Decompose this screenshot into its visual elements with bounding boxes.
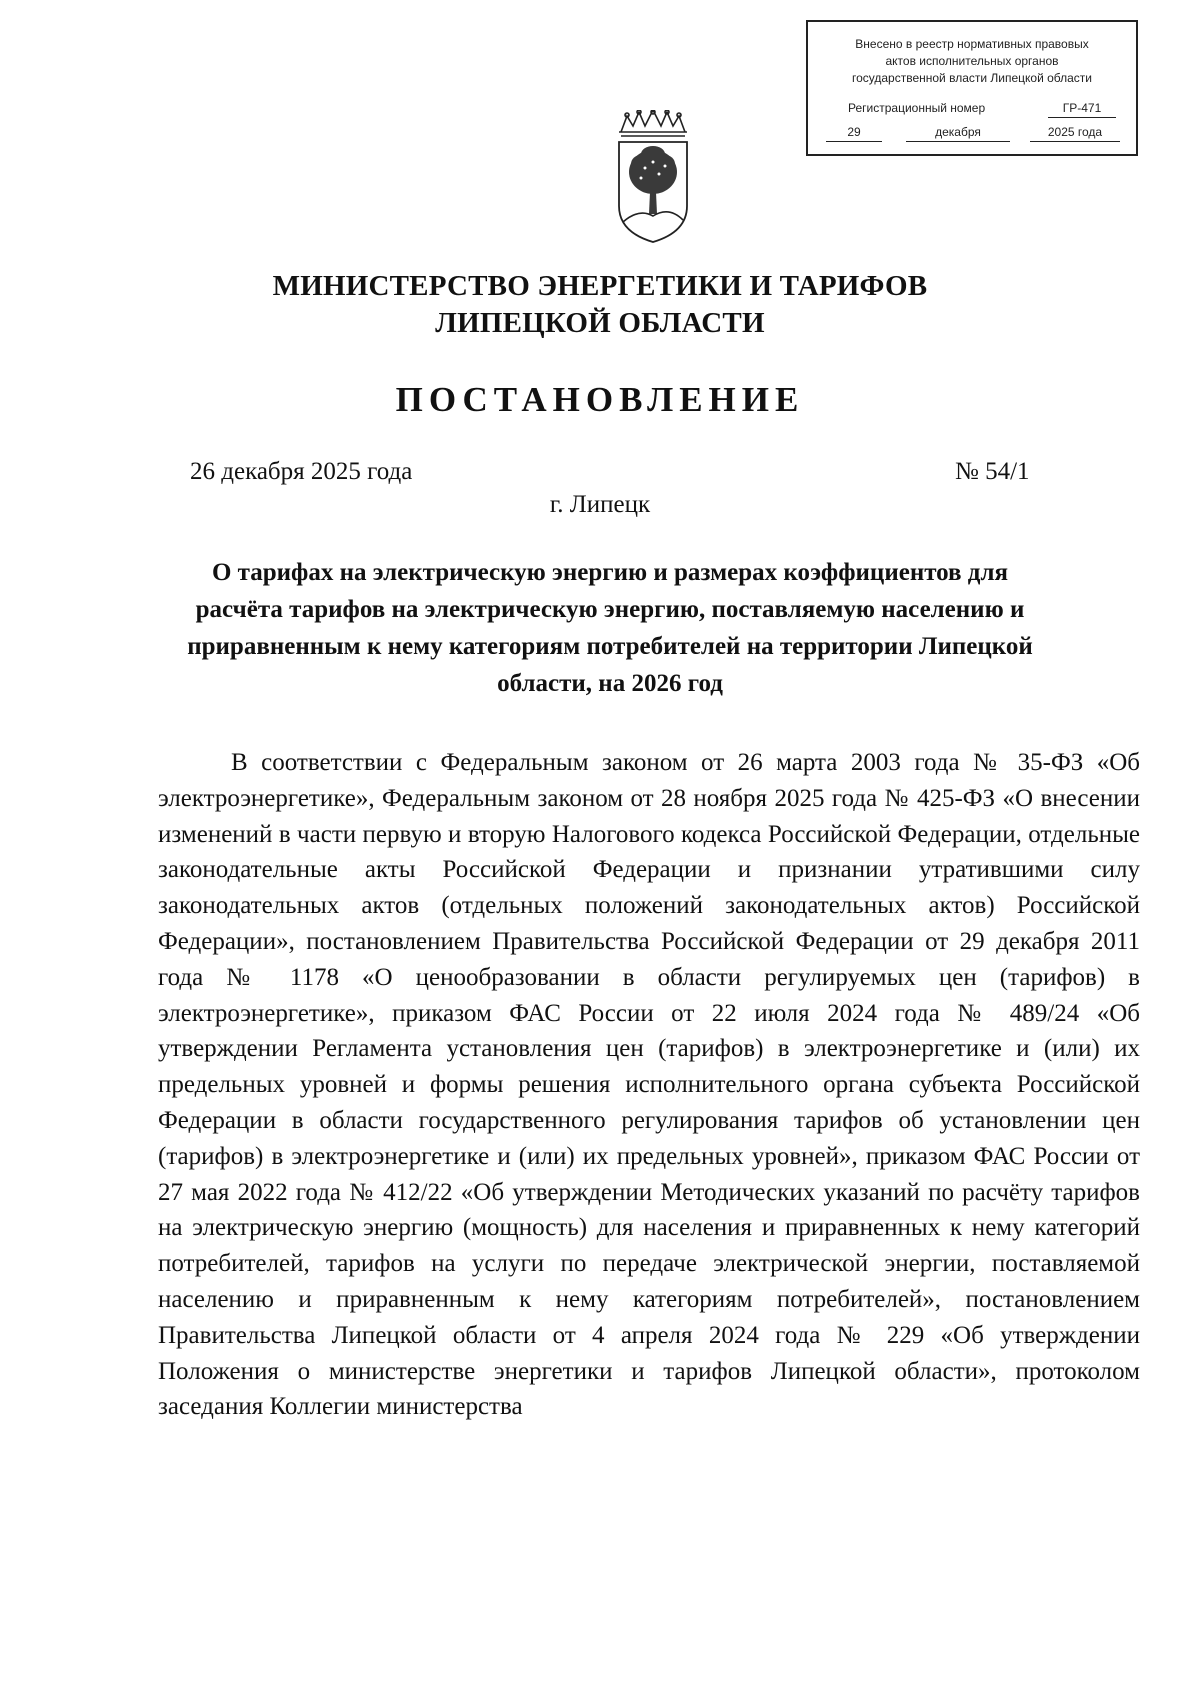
stamp-date-month: декабря bbox=[906, 124, 1010, 142]
ministry-name bbox=[0, 268, 1200, 342]
stamp-reg-label: Регистрационный номер bbox=[848, 101, 986, 115]
registry-stamp bbox=[806, 20, 1138, 156]
ministry-name-line-1: МИНИСТЕРСТВО ЭНЕРГЕТИКИ И ТАРИФОВ bbox=[272, 270, 928, 302]
stamp-reg-number: ГР-471 bbox=[1048, 100, 1116, 118]
stamp-date-day: 29 bbox=[826, 124, 882, 142]
document-title: О тарифах на электрическую энергию и размерах коэффициентов для расчёта тарифов на электрическую энергию, поставляемую населению и приравненным к нему категориям потребителей на территории Липецкой области, на 2026 год bbox=[187, 559, 1033, 697]
document-type: ПОСТАНОВЛЕНИЕ bbox=[395, 380, 805, 419]
stamp-line-1: Внесено в реестр нормативных правовых bbox=[855, 37, 1089, 51]
document-body: В соответствии с Федеральным законом от 26 марта 2003 года № 35-ФЗ «Об электроэнергетике», Федеральным законом от 28 ноября 2025 года № 425-ФЗ «О внесении изменений в части первую и вторую Налогового кодекса Российской Федерации, отдельные законодательные акты Российской Федерации и признании утратившими силу законодательных актов (отдельных положений законодательных актов) Российской Федерации», постановлением Правительства Российской Федерации от 29 декабря 2011 года № 1178 «О ценообразовании в области регулируемых цен (тарифов) в электроэнергетике», приказом ФАС России от 22 июля 2024 года № 489/24 «Об утверждении Регламента установления цен (тарифов) в электроэнергетике и (или) их предельных уровней и формы решения исполнительного органа субъекта Российской Федерации в области государственного регулирования тарифов об установлении цен (тарифов) в электроэнергетике и (или) их предельных уровней», приказом ФАС России от 27 мая 2022 года № 412/22 «Об утверждении Методических указаний по расчёту тарифов на электрическую энергию (мощность) для населения и приравненных к нему категорий потребителей, тарифов на услуги по передаче электрической энергии, поставляемой населению и приравненным к нему категориям потребителей», постановлением Правительства Липецкой области от 4 апреля 2024 года № 229 «Об утверждении Положения о министерстве энергетики и тарифов Липецкой области», протоколом заседания Коллегии министерства bbox=[158, 749, 1140, 1421]
document-number: № 54/1 bbox=[955, 458, 1030, 485]
stamp-line-3: государственной власти Липецкой области bbox=[851, 71, 1093, 85]
coat-of-arms-icon bbox=[615, 110, 691, 244]
document-date: 26 декабря 2025 года bbox=[190, 458, 413, 485]
stamp-date-year: 2025 года bbox=[1030, 124, 1120, 142]
document-city: г. Липецк bbox=[549, 491, 651, 518]
ministry-name-line-2: ЛИПЕЦКОЙ ОБЛАСТИ bbox=[435, 307, 765, 339]
stamp-line-2: актов исполнительных органов bbox=[885, 54, 1059, 68]
